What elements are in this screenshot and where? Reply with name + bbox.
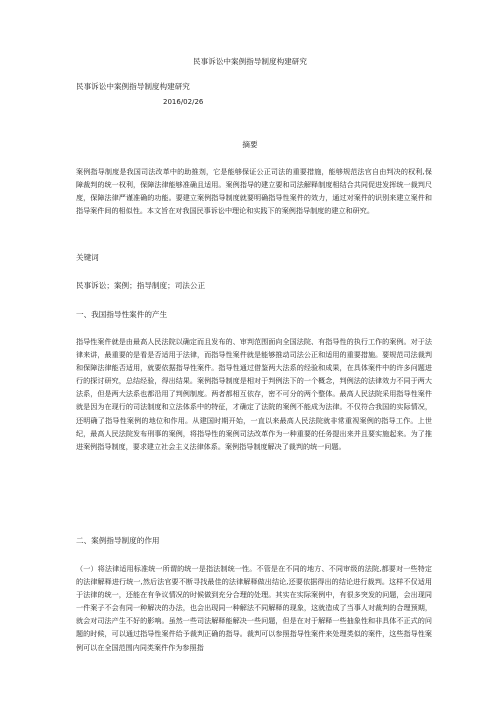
document-title: 民事诉讼中案例指导制度构建研究 (193, 57, 307, 66)
section2-heading: 二、案例指导制度的作用 (76, 536, 160, 545)
keywords-text: 民事诉讼；案例；指导制度；司法公正 (76, 281, 206, 290)
abstract-paragraph: 案例指导制度是我国司法改革中的助推剂，它是能够保证公正司法的重要措施，能够规范法官自由判决的权利,保障裁判的统一权利，保障法律能够准确且适用。案例指导的建立要和司法解释制度相结合共同促进发挥统一裁判尺度，保障法律严谨准确的功能。要建立案例指导制度就要明确指导性案件的效力，通过对案件的识别来建立案件和指导案件间的相似性。本文旨在对我国民事诉讼中理论和实践下的案例指导制度的建立和研究。 (76, 167, 432, 216)
keywords-heading: 关键词 (76, 253, 99, 262)
section2-paragraph: （一）将法律适用标准统一所谓的统一是指法制统一性。不管是在不同的地方、不同审级的法院,都要对一些特定的法律解释进行统一,然后法官要不断寻找最佳的法律解释做出结论,还要依据得出的结论进行裁判。这样不仅适用于法律的统一，还能在有争议情况的时候做到充分合理的处理。其实在实际案例中，有很多突发的问题，会出现同一件案子不会有同一种解决的办法，也会出现同一种解法不同解释的现象，这就造成了当事人对裁判的合理预期，就会对司法产生不好的影响。虽然一些司法解释能解决一些问题，但是在对于解释一些抽象性和非具体不正式的问题的时候，可以通过指导性案件给予裁判正确的指导。裁判可以参照指导性案件来处理类似的案件，这些指导性案例可以在全国范围内同类案件作为参照指 (76, 564, 432, 652)
publish-date: 2016/02/26 (163, 98, 204, 106)
document-subtitle: 民事诉讼中案例指导制度构建研究 (76, 82, 190, 91)
section1-paragraph: 指导性案件就是由最高人民法院以确定而且发布的、审判范围面向全国法院、有指导性的执行工作的案例。对于法律来讲，最重要的是看是否适用于法律，而指导性案件就是能够推动司法公正和适用的重要措施。要规范司法裁判和保障法律能否适用，就要依据指导性案件。指导性通过借鉴两大法系的经验和成果，在具体案件中的许多问题进行的探讨研究，总结经验，得出结果。案例指导制度是相对于判例法下的一个概念，判例法的法律效力不同于两大法系，但是两大法系也都沿用了判例制度。两者都相互依存，密不可分的两个整体。最高人民法院采用指导性案件就是因为在现行的司法制度和立法体系中的特征，才确定了法院的案例不能成为法律。不仅符合我国的实际情况，还明确了指导性案例的地位和作用。从建国时期开始，一直以来最高人民法院就非常重视案例的指导工作。上世纪，最高人民法院发布刑事的案例，将指导性的案例司法改革作为一种重要的任务提出来并且要实施起来。为了推进案例指导制度，要求建立社会主义法律体系。案例指导制度解决了裁判的统一问题。 (76, 337, 432, 451)
abstract-heading: 摘要 (242, 140, 258, 149)
section1-heading: 一、我国指导性案件的产生 (76, 310, 168, 319)
